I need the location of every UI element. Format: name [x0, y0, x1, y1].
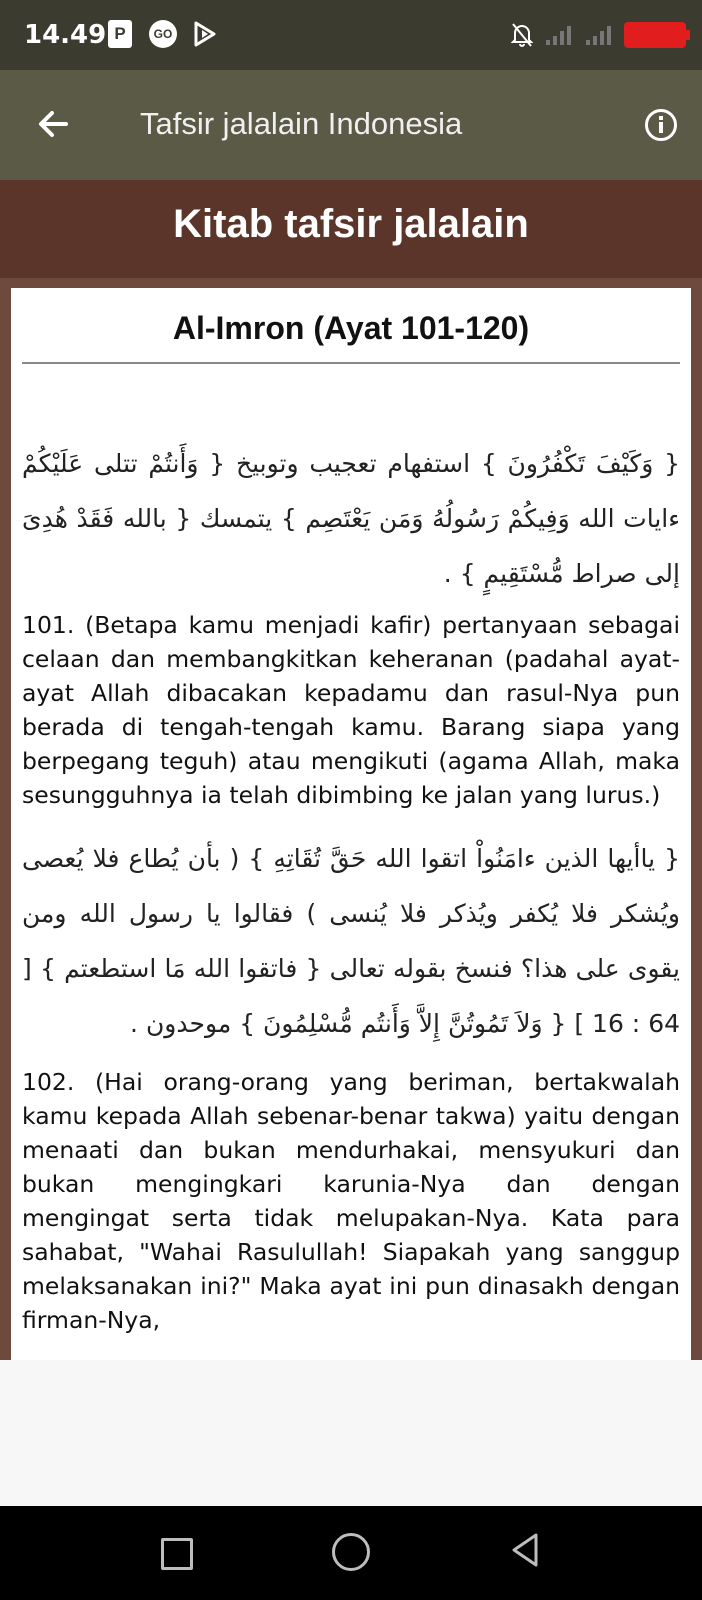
content-card[interactable] — [11, 288, 691, 1360]
play-icon — [192, 20, 218, 48]
verse-arabic-text: { وَكَيْفَ تَكْفُرُونَ } استفهام تعجيب وتوبيخ { وَأَنتُمْ تتلى عَلَيْكُمْ ءايات الله وَفِيكُمْ رَسُولُهُ وَمَن يَعْتَصِم } يتمسك { بالله فَقَدْ هُدِىَ إلى صراط مُّسْتَقِيمٍ } . — [22, 449, 680, 588]
go-app-icon: GO — [149, 20, 177, 48]
blank-area — [0, 1360, 702, 1506]
surah-title: Al-Imron (Ayat 101-120) — [172, 310, 530, 346]
verse-translation: 102. (Hai orang-orang yang beriman, bertakwalah kamu kepada Allah sebenar-benar takwa) yaitu dengan menaati dan bukan mendurhakai, mensyukuri dan bukan mengingkari karunia-Nya dan dengan mengingat serta tidak melupakan-Nya. Kata para sahabat, "Wahai Rasulullah! Siapakah yang sanggup melaksanakan ini?" Maka ayat ini pun dinasakh dengan firman-Nya, — [22, 1068, 680, 1334]
verse-translation: 101. (Betapa kamu menjadi kafir) pertanyaan sebagai celaan dan membangkitkan keheranan (padahal ayat-ayat Allah dibacakan kepadamu dan rasul-Nya pun berada di tengah-tengah kamu. Barang siapa yang berpegang teguh) atau mengikuti (agama Allah, maka sesungguhnya ia telah dibimbing ke jalan yang lurus.) — [22, 611, 680, 809]
signal-icon — [544, 24, 574, 46]
arrow-left-icon[interactable] — [34, 104, 74, 144]
info-icon[interactable] — [644, 108, 678, 142]
content-frame — [0, 278, 702, 1360]
page-header — [0, 180, 702, 278]
mute-icon — [510, 22, 534, 48]
triangle-back-icon[interactable] — [510, 1532, 540, 1568]
verse-arabic-text: { ياأيها الذين ءامَنُواْ اتقوا الله حَقَّ تُقَاتِهِ } ( بأن يُطاع فلا يُعصى ويُشكر فلا يُكفر ويُذكر فلا يُنسى ) فقالوا يا رسول الله ومن يقوى على هذا؟ فنسخ بقوله تعالى { فاتقوا الله مَا استطعتم } [ 64 : 16 ] { وَلاَ تَمُوتُنَّ إِلاَّ وَأَنتُم مُّسْلِمُونَ } موحدون . — [22, 844, 680, 1038]
square-icon[interactable] — [161, 1538, 193, 1570]
status-time: 14.49 — [24, 20, 107, 50]
signal-icon — [584, 24, 614, 46]
divider — [22, 362, 680, 364]
page-title: Kitab tafsir jalalain — [173, 202, 529, 246]
navigation-bar — [0, 1506, 702, 1600]
status-bar — [0, 0, 702, 70]
app-bar — [0, 70, 702, 180]
p-app-icon: P — [108, 20, 132, 48]
app-title: Tafsir jalalain Indonesia — [140, 106, 463, 141]
circle-icon[interactable] — [332, 1533, 370, 1571]
battery-icon — [624, 22, 686, 48]
